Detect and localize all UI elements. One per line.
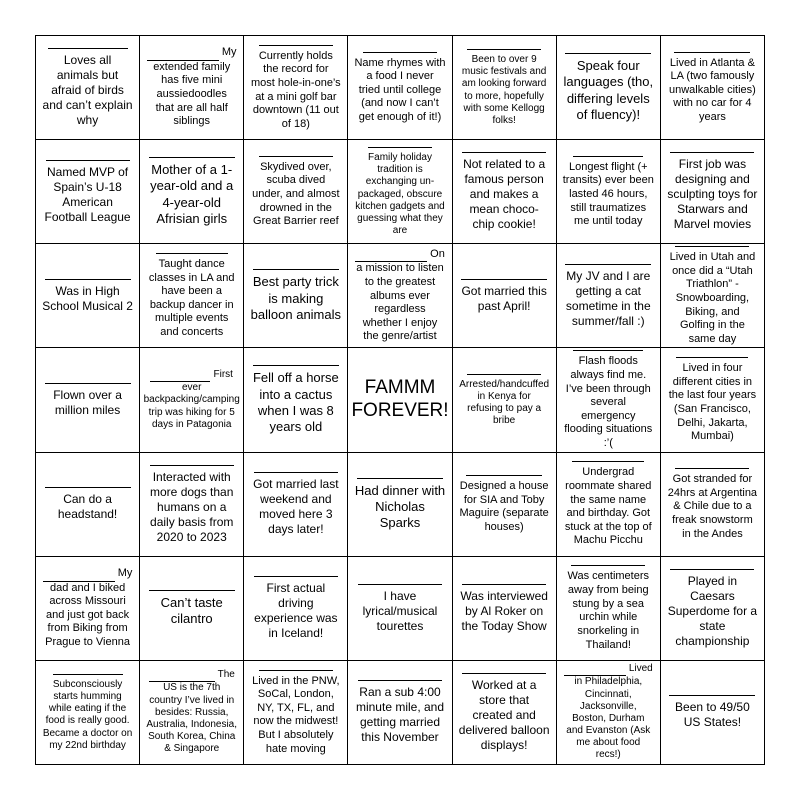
cell-text: Skydived over, scuba dived under, and almost drowned in the Great Barrier reef xyxy=(252,160,340,228)
cell-text: My extended family has five mini aussiedoodles that are all half siblings xyxy=(153,46,237,128)
name-blank-line xyxy=(674,51,750,53)
name-blank-line xyxy=(358,583,442,585)
bingo-cell[interactable] xyxy=(36,36,140,140)
name-blank-line xyxy=(259,669,333,671)
name-blank-line xyxy=(670,568,754,570)
cell-content xyxy=(146,252,237,340)
cell-content xyxy=(42,382,133,418)
name-blank-line xyxy=(363,51,437,53)
cell-text: Not related to a famous person and makes a mean choco-chip cookie! xyxy=(463,157,546,232)
bingo-cell[interactable] xyxy=(453,661,557,765)
name-blank-line xyxy=(358,679,442,681)
cell-text: Can’t taste cilantro xyxy=(160,595,223,627)
name-blank-line xyxy=(466,474,542,476)
bingo-cell[interactable] xyxy=(244,453,348,557)
bingo-cell[interactable] xyxy=(140,453,244,557)
bingo-cell[interactable] xyxy=(348,140,452,244)
name-blank-line xyxy=(48,47,128,49)
cell-content xyxy=(459,583,550,634)
cell-content xyxy=(563,564,654,652)
cell-text: Been to 49/50 US States! xyxy=(675,700,750,730)
cell-text: Lived in the PNW, SoCal, London, NY, TX, FL, and now the midwest! But I absolutely hate moving xyxy=(252,674,340,755)
name-blank-line xyxy=(53,673,123,675)
bingo-cell[interactable] xyxy=(140,348,244,452)
bingo-cell[interactable] xyxy=(348,36,452,140)
name-blank-line xyxy=(675,467,749,469)
free-space-text: FAMMM FOREVER! xyxy=(351,377,449,421)
cell-text: Speak four languages (tho, differing levels of fluency)! xyxy=(563,58,654,122)
name-blank-line xyxy=(254,575,338,577)
bingo-cell[interactable] xyxy=(244,36,348,140)
bingo-cell[interactable] xyxy=(36,661,140,765)
cell-content xyxy=(42,486,133,522)
name-blank-line xyxy=(467,48,541,50)
cell-content xyxy=(459,373,550,428)
cell-content xyxy=(144,369,240,431)
cell-content xyxy=(354,477,445,532)
name-blank-line xyxy=(572,460,644,462)
name-blank-line xyxy=(253,268,339,270)
name-blank-line xyxy=(571,564,645,566)
bingo-cell[interactable] xyxy=(661,140,765,244)
name-blank-line xyxy=(259,44,333,46)
cell-content xyxy=(563,155,654,229)
cell-text: Taught dance classes in LA and have been a backup dancer in multiple events and concerts xyxy=(148,257,235,339)
cell-content xyxy=(667,151,758,232)
name-blank-line xyxy=(462,672,546,674)
name-blank-line xyxy=(46,159,130,161)
name-blank-line xyxy=(149,669,215,682)
cell-text: First actual driving experience was in Iceland! xyxy=(254,581,338,641)
bingo-cell[interactable] xyxy=(453,36,557,140)
cell-text: First ever backpacking/camping trip was hiking for 5 days in Patagonia xyxy=(143,369,240,430)
name-blank-line xyxy=(368,146,432,148)
bingo-cell[interactable] xyxy=(140,244,244,348)
cell-content xyxy=(351,377,448,423)
bingo-cell[interactable] xyxy=(453,453,557,557)
cell-text: Best party trick is making balloon animals xyxy=(250,274,342,322)
cell-content xyxy=(459,151,550,232)
bingo-cell[interactable] xyxy=(453,348,557,452)
cell-content xyxy=(146,156,237,227)
bingo-cell[interactable] xyxy=(244,557,348,661)
cell-text: Was centimeters away from being stung by a sea urchin while snorkeling in Thailand! xyxy=(567,570,650,651)
cell-text: Family holiday tradition is exchanging un-packaged, obscure kitchen gadgets and guessing what they are xyxy=(355,152,445,237)
cell-content xyxy=(42,47,133,128)
bingo-cell[interactable] xyxy=(36,244,140,348)
name-blank-line xyxy=(355,248,427,263)
name-blank-line xyxy=(573,155,643,157)
name-blank-line xyxy=(259,155,333,157)
bingo-cell[interactable] xyxy=(36,140,140,244)
cell-content xyxy=(146,589,237,628)
bingo-cell[interactable] xyxy=(557,453,661,557)
name-blank-line xyxy=(43,567,115,582)
bingo-cell[interactable] xyxy=(661,453,765,557)
name-blank-line xyxy=(573,349,643,351)
cell-text: Was interviewed by Al Roker on the Today Show xyxy=(460,588,548,633)
cell-content xyxy=(146,464,237,545)
cell-content xyxy=(250,268,341,323)
name-blank-line xyxy=(462,151,546,153)
cell-content xyxy=(354,146,445,237)
name-blank-line xyxy=(150,369,210,382)
cell-content xyxy=(146,46,237,129)
cell-text: On a mission to listen to the greatest albums ever regardless whether I enjoy the genre/artist xyxy=(356,247,445,343)
cell-text: Named MVP of Spain’s U-18 American Football League xyxy=(44,164,131,224)
name-blank-line xyxy=(45,382,131,384)
bingo-cell[interactable] xyxy=(348,453,452,557)
cell-text: Got married last weekend and moved here 3 days later! xyxy=(253,477,339,537)
bingo-cell[interactable] xyxy=(244,140,348,244)
cell-text: Lived in Atlanta & LA (two famously unwalkable cities) with no car for 4 years xyxy=(669,56,756,123)
cell-content xyxy=(42,673,133,752)
cell-content xyxy=(459,48,550,127)
cell-content xyxy=(563,52,654,123)
name-blank-line xyxy=(565,52,651,54)
cell-text: Got married this past April! xyxy=(461,283,547,313)
bingo-board xyxy=(35,35,765,765)
bingo-cell[interactable] xyxy=(140,557,244,661)
bingo-cell[interactable] xyxy=(244,348,348,452)
cell-content xyxy=(250,669,341,757)
cell-text: Loves all animals but afraid of birds and can’t explain why xyxy=(42,53,133,128)
cell-text: Had dinner with Nicholas Sparks xyxy=(354,482,446,531)
bingo-cell[interactable] xyxy=(140,140,244,244)
name-blank-line xyxy=(254,471,338,473)
cell-text: My JV and I are getting a cat sometime in the summer/fall :) xyxy=(565,268,651,328)
cell-text: Interacted with more dogs than humans on a daily basis from 2020 to 2023 xyxy=(150,469,234,544)
bingo-cell[interactable] xyxy=(557,661,661,765)
name-blank-line xyxy=(462,583,546,585)
name-blank-line xyxy=(669,694,755,696)
cell-content xyxy=(354,679,445,745)
name-blank-line xyxy=(149,156,235,158)
cell-content xyxy=(563,663,654,762)
cell-text: Flown over a million miles xyxy=(53,387,122,417)
cell-content xyxy=(42,278,133,314)
name-blank-line xyxy=(147,46,219,61)
bingo-cell[interactable] xyxy=(453,244,557,348)
bingo-cell[interactable] xyxy=(36,557,140,661)
bingo-cell[interactable] xyxy=(661,244,765,348)
name-blank-line xyxy=(45,486,131,488)
name-blank-line xyxy=(564,663,626,676)
bingo-cell[interactable] xyxy=(36,348,140,452)
cell-content xyxy=(146,669,237,755)
cell-text: Mother of a 1-year-old and a 4-year-old Afrisian girls xyxy=(150,162,234,226)
cell-text: Been to over 9 music festivals and am looking forward to more, hopefully with some Kellogg folks! xyxy=(461,54,547,126)
name-blank-line xyxy=(565,263,651,265)
cell-text: Designed a house for SIA and Toby Maguire (separate houses) xyxy=(459,479,549,533)
cell-content xyxy=(250,471,341,537)
bingo-cell[interactable] xyxy=(661,557,765,661)
name-blank-line xyxy=(461,278,547,280)
cell-text: Name rhymes with a food I never tried until college (and now I can’t get enough of it!) xyxy=(354,56,446,123)
cell-content xyxy=(667,245,758,346)
cell-text: Lived in Utah and once did a “Utah Triathlon” - Snowboarding, Biking, and Golfing in the same day xyxy=(669,251,756,345)
cell-text: Undergrad roommate shared the same name and birthday. Got stuck at the top of Machu Picchu xyxy=(564,466,652,547)
cell-text: My dad and I biked across Missouri and just got back from Biking from Prague to Vienna xyxy=(45,566,133,649)
bingo-cell[interactable] xyxy=(557,348,661,452)
bingo-cell[interactable] xyxy=(244,661,348,765)
bingo-cell[interactable] xyxy=(557,244,661,348)
name-blank-line xyxy=(675,245,749,247)
cell-content xyxy=(250,44,341,132)
bingo-cell[interactable] xyxy=(348,244,452,348)
bingo-cell[interactable] xyxy=(348,661,452,765)
name-blank-line xyxy=(676,356,748,358)
cell-text: Arrested/handcuffed in Kenya for refusing to pay a bribe xyxy=(459,378,550,427)
cell-content xyxy=(563,263,654,329)
cell-text: Played in Caesars Superdome for a state championship xyxy=(667,573,758,648)
cell-content xyxy=(563,349,654,450)
cell-content xyxy=(459,474,550,535)
cell-content xyxy=(459,672,550,753)
bingo-cell[interactable] xyxy=(557,140,661,244)
bingo-cell[interactable] xyxy=(348,557,452,661)
cell-text: Can do a headstand! xyxy=(57,492,118,522)
cell-content xyxy=(354,248,445,344)
cell-content xyxy=(250,155,341,229)
cell-content xyxy=(667,568,758,649)
cell-content xyxy=(667,356,758,444)
bingo-cell[interactable] xyxy=(140,661,244,765)
cell-content xyxy=(42,159,133,225)
cell-content xyxy=(42,567,133,650)
bingo-cell[interactable] xyxy=(453,140,557,244)
bingo-cell[interactable] xyxy=(453,557,557,661)
cell-text: Subconsciously starts humming while eating if the food is really good. Became a doctor on my 22nd birthday xyxy=(42,678,133,751)
bingo-cell[interactable] xyxy=(36,453,140,557)
cell-content xyxy=(459,278,550,314)
cell-content xyxy=(250,575,341,641)
name-blank-line xyxy=(253,364,339,366)
cell-text: Currently holds the record for most hole-in-one’s at a mini golf bar downtown (11 out of 18) xyxy=(251,49,341,130)
bingo-cell[interactable] xyxy=(661,348,765,452)
cell-content xyxy=(667,694,758,730)
cell-content xyxy=(354,583,445,634)
cell-text: Ran a sub 4:00 minute mile, and getting married this November xyxy=(355,685,445,745)
cell-text: Lived in four different cities in the last four years (San Francisco, Delhi, Jakarta, Mumbai) xyxy=(668,362,757,443)
bingo-cell[interactable] xyxy=(557,557,661,661)
cell-text: Longest flight (+ transits) ever been lasted 46 hours, still traumatizes me until today xyxy=(562,160,654,228)
cell-content xyxy=(667,51,758,125)
bingo-cell[interactable] xyxy=(557,36,661,140)
cell-content xyxy=(250,364,341,435)
cell-text: First job was designing and sculpting toys for Starwars and Marvel movies xyxy=(667,157,758,232)
cell-content xyxy=(563,460,654,548)
cell-text: Lived in Philadelphia, Cincinnati, Jacksonville, Boston, Durham and Evanston (Ask me about food recs!) xyxy=(566,663,653,761)
name-blank-line xyxy=(156,252,228,254)
cell-text: Flash floods always find me. I’ve been through several emergency flooding situations :’( xyxy=(564,355,653,450)
name-blank-line xyxy=(45,278,131,280)
cell-content xyxy=(354,51,445,125)
cell-text: Got stranded for 24hrs at Argentina & Chile due to a freak snowstorm in the Andes xyxy=(667,473,758,540)
cell-text: Was in High School Musical 2 xyxy=(42,283,133,313)
bingo-cell[interactable] xyxy=(661,661,765,765)
free-space-cell[interactable] xyxy=(348,348,452,452)
bingo-cell[interactable] xyxy=(244,244,348,348)
bingo-cell[interactable] xyxy=(140,36,244,140)
cell-text: Fell off a horse into a cactus when I was 8 years old xyxy=(252,370,339,435)
cell-content xyxy=(667,467,758,541)
name-blank-line xyxy=(467,373,541,375)
bingo-cell[interactable] xyxy=(661,36,765,140)
cell-text: Worked at a store that created and delivered balloon displays! xyxy=(458,677,550,752)
cell-text: I have lyrical/musical tourettes xyxy=(362,588,438,633)
name-blank-line xyxy=(150,464,234,466)
name-blank-line xyxy=(149,589,235,591)
name-blank-line xyxy=(670,151,754,153)
name-blank-line xyxy=(357,477,443,479)
cell-text: The US is the 7th country I’ve lived in besides: Russia, Australia, Indonesia, South Korea, China & Singapore xyxy=(146,669,238,755)
